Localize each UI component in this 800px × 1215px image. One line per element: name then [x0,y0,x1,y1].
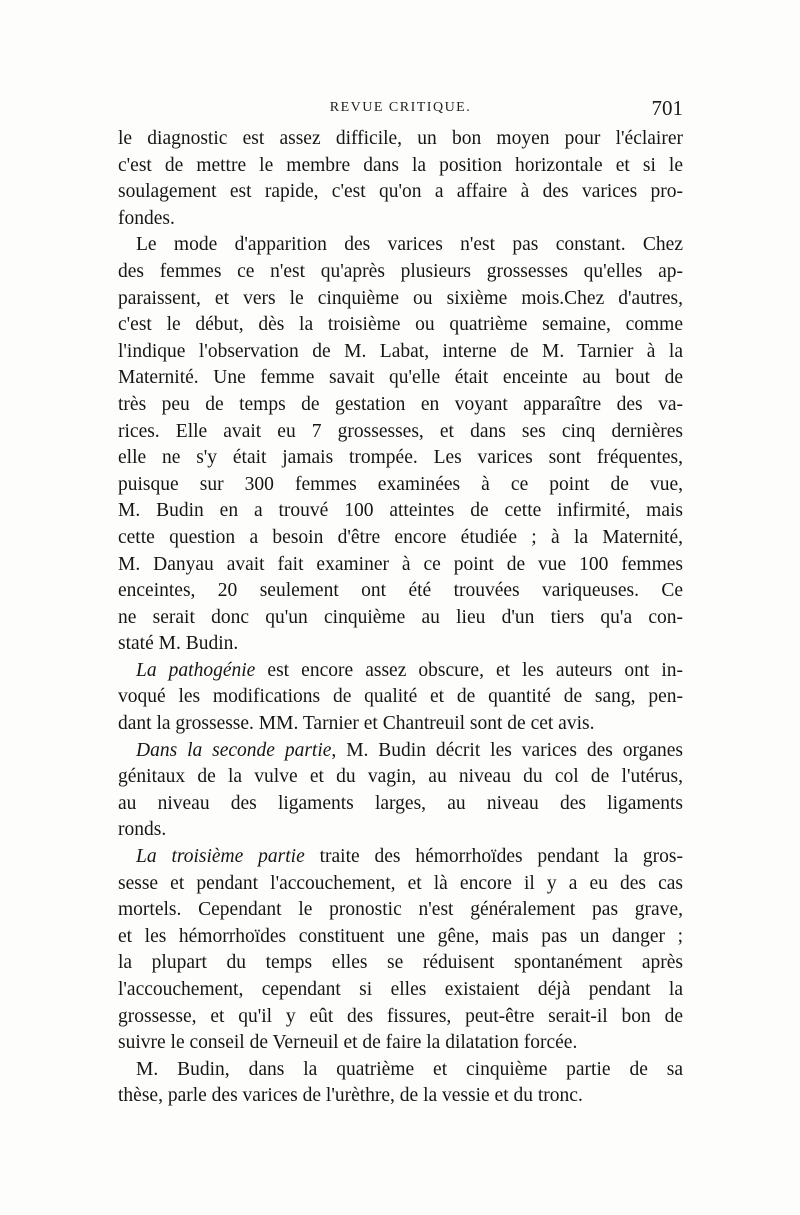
page-number: 701 [651,96,683,120]
text-line [118,179,683,206]
text-run: M. Budin, dans la quatrième et cinquième partie de sa [136,1058,683,1080]
text-line [118,897,683,924]
text-line [118,445,683,472]
text-line [118,339,683,366]
text-line [118,312,683,339]
text-run: c'est le début, dès la troisième ou quatrième semaine, comme [118,314,683,336]
text-line [118,498,683,525]
text-run: soulagement est rapide, c'est qu'on a affaire à des varices pro- [118,181,683,203]
text-run: M. Danyau avait fait examiner à ce point de vue 100 femmes [118,553,683,575]
text-run: rices. Elle avait eu 7 grossesses, et dans ses cinq dernières [118,420,683,442]
text-run: elle ne s'y était jamais trompée. Les varices sont fréquentes, [118,447,683,469]
italic-heading: Dans la seconde partie [136,739,332,761]
text-line [118,552,683,579]
text-run: grossesse, et qu'il y eût des fissures, peut-être serait-il bon de [118,1005,683,1027]
text-run: Le mode d'apparition des varices n'est pas constant. Chez [136,234,683,256]
text-line [118,525,683,552]
text-run: M. Budin en a trouvé 100 atteintes de cette infirmité, mais [118,500,683,522]
text-run: l'accouchement, cependant si elles existaient déjà pendant la [118,979,683,1000]
text-run: dant la grossesse. MM. Tarnier et Chantreuil sont de cet avis. [118,713,595,735]
text-line [118,817,683,844]
text-run: thèse, parle des varices de l'urèthre, de la vessie et du tronc. [118,1085,583,1107]
text-line [118,153,683,180]
text-run: c'est de mettre le membre dans la position horizontale et si le [118,154,683,176]
text-run: des femmes ce n'est qu'après plusieurs grossesses qu'elles ap- [118,260,683,282]
text-line [118,844,683,871]
text-run: mortels. Cependant le pronostic n'est généralement pas grave, [118,899,683,921]
text-run: le diagnostic est assez difficile, un bon moyen pour l'éclairer [118,128,683,149]
text-line [118,711,683,738]
paragraph [118,658,683,738]
text-run: voqué les modifications de qualité et de quantité de sang, pen- [118,686,683,708]
italic-heading: La troisième partie [136,846,305,868]
text-line [118,631,683,658]
text-run: et les hémorrhoïdes constituent une gêne, mais pas un danger ; [118,925,683,947]
paragraph [118,232,683,658]
text-run: fondes. [118,207,175,229]
text-line [118,1083,683,1110]
body-text [118,126,683,1110]
text-run: cette question a besoin d'être encore étudiée ; à la Maternité, [118,526,683,548]
text-run: très peu de temps de gestation en voyant apparaître des va- [118,393,683,415]
text-run: sesse et pendant l'accouchement, et là encore il y a eu des cas [118,872,683,894]
paragraph [118,844,683,1057]
text-line [118,924,683,951]
text-run: suivre le conseil de Verneuil et de faire la dilatation forcée. [118,1032,578,1054]
text-line [118,977,683,1004]
text-run: , M. Budin décrit les varices des organes [331,739,684,761]
italic-heading: La pathogénie [136,659,256,681]
text-line [118,365,683,392]
text-line [118,738,683,765]
text-run: ne serait donc qu'un cinquième au lieu d'un tiers qu'a con- [118,606,683,628]
text-run: l'indique l'observation de M. Labat, interne de M. Tarnier à la [118,340,683,362]
text-line [118,419,683,446]
paragraph [118,1057,683,1110]
running-title: REVUE CRITIQUE. [329,100,472,115]
text-line [118,1057,683,1084]
text-line [118,126,683,153]
text-run: ronds. [118,819,167,841]
text-run: la plupart du temps elles se réduisent spontanément après [118,952,683,974]
text-line [118,1004,683,1031]
text-line [118,472,683,499]
text-line [118,578,683,605]
text-line [118,1030,683,1057]
paragraph [118,738,683,844]
text-line [118,950,683,977]
text-run: staté M. Budin. [118,633,239,655]
text-run: paraissent, et vers le cinquième ou sixième mois.Chez d'autres, [118,287,683,309]
text-run: génitaux de la vulve et du vagin, au niveau du col de l'utérus, [118,766,683,788]
text-line [118,392,683,419]
text-line [118,871,683,898]
paragraph [118,126,683,232]
text-run: puisque sur 300 femmes examinées à ce point de vue, [118,473,683,495]
text-run: traite des hémorrhoïdes pendant la gros- [304,846,683,868]
text-run: est encore assez obscure, et les auteurs ont in- [255,659,683,681]
text-line [118,658,683,685]
text-run: enceintes, 20 seulement ont été trouvées variqueuses. Ce [118,580,683,602]
page-header [118,96,683,120]
text-line [118,286,683,313]
text-line [118,259,683,286]
text-line [118,232,683,259]
text-run: au niveau des ligaments larges, au niveau des ligaments [118,792,683,814]
text-line [118,605,683,632]
text-line [118,764,683,791]
text-line [118,791,683,818]
text-run: Maternité. Une femme savait qu'elle était enceinte au bout de [118,367,683,389]
text-line [118,206,683,233]
text-line [118,684,683,711]
